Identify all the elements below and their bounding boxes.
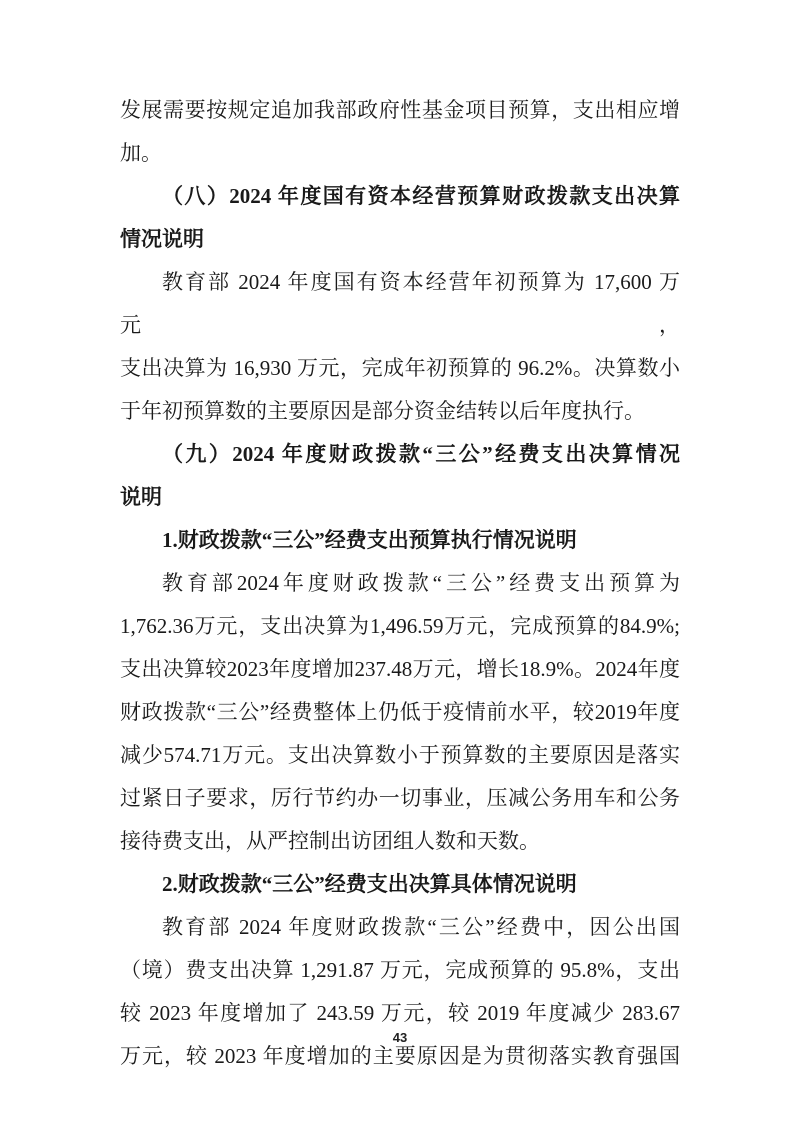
section-heading-9: （九）2024 年度财政拨款“三公”经费支出决算情况 (162, 442, 680, 466)
section-heading-8-cont: 情况说明 (120, 227, 204, 251)
text-line: 支出决算为 16,930 万元，完成年初预算的 96.2%。决算数小 (120, 356, 680, 380)
page-number: 43 (392, 1030, 408, 1045)
text-line: 较 2023 年度增加了 243.59 万元，较 2019 年度减少 283.67 (120, 1001, 680, 1025)
text-line: 加。 (120, 141, 162, 165)
text-line: 过紧日子要求，厉行节约办一切事业，压减公务用车和公务 (120, 786, 680, 810)
text-line: 支出决算较2023年度增加237.48万元，增长18.9%。2024年度 (120, 657, 680, 681)
text-line: 1,762.36万元，支出决算为1,496.59万元，完成预算的84.9%; (120, 614, 680, 638)
text-line: 万元，较 2023 年度增加的主要原因是为贯彻落实教育强国 (120, 1044, 680, 1068)
text-line: 接待费支出，从严控制出访团组人数和天数。 (120, 829, 540, 853)
text-line: 减少574.71万元。支出决算数小于预算数的主要原因是落实 (120, 743, 680, 767)
subsection-heading-2: 2.财政拨款“三公”经费支出决算具体情况说明 (162, 872, 577, 896)
text-line: 财政拨款“三公”经费整体上仍低于疫情前水平，较2019年度 (120, 700, 680, 724)
text-line: 于年初预算数的主要原因是部分资金结转以后年度执行。 (120, 399, 645, 423)
section-heading-8: （八）2024 年度国有资本经营预算财政拨款支出决算 (162, 184, 680, 208)
text-line: （境）费支出决算 1,291.87 万元，完成预算的 95.8%，支出 (120, 958, 680, 982)
text-line: 教育部 2024 年度财政拨款“三公”经费中，因公出国 (162, 915, 680, 939)
text-line: 教育部 2024 年度国有资本经营年初预算为 17,600 万元， (120, 270, 680, 337)
subsection-heading-1: 1.财政拨款“三公”经费支出预算执行情况说明 (162, 528, 577, 552)
text-line: 教育部2024年度财政拨款“三公”经费支出预算为 (162, 571, 680, 595)
text-line: 发展需要按规定追加我部政府性基金项目预算，支出相应增 (120, 98, 680, 122)
section-heading-9-cont: 说明 (120, 485, 162, 509)
document-body (120, 89, 680, 1078)
